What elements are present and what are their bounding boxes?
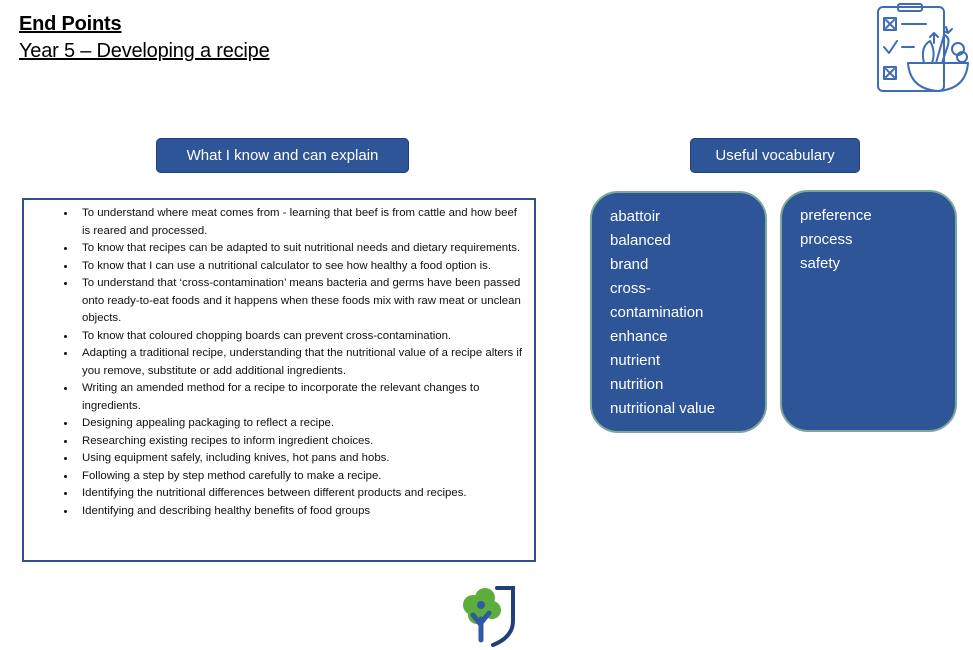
vocab-word: nutrition: [610, 376, 664, 393]
vocab-word: contamination: [610, 304, 704, 321]
list-item: • Identifying and describing healthy benefits of food groups: [76, 503, 524, 521]
vocab-word: safety: [800, 255, 841, 272]
vocab-word: balanced: [610, 232, 671, 249]
list-item: • Writing an amended method for a recipe to incorporate the relevant changes to ingredients.: [76, 380, 524, 415]
know-list-box: [22, 198, 536, 562]
vocab-column-1: [590, 191, 767, 433]
vocab-word: preference: [800, 207, 872, 224]
recipe-checklist-icon: [874, 3, 970, 95]
vocab-word: cross-: [610, 280, 651, 297]
vocab-column-2: [780, 190, 957, 432]
vocab-word: nutritional value: [610, 400, 716, 417]
list-item: • To understand that ‘cross-contamination’ means bacteria and germs have been passed onto ready-to-eat foods and it happens when these foods mix with raw meat or unclean objects.: [76, 275, 524, 328]
list-item: • Designing appealing packaging to reflect a recipe.: [76, 415, 524, 433]
vocab-word: nutrient: [610, 352, 661, 369]
list-item: • Following a step by step method carefully to make a recipe.: [76, 468, 524, 486]
vocab-word: brand: [610, 256, 649, 273]
know-section-header: What I know and can explain: [156, 138, 409, 173]
know-list: [24, 200, 534, 520]
list-item: • To know that I can use a nutritional calculator to see how healthy a food option is.: [76, 258, 524, 276]
list-item: • Identifying the nutritional differences between different products and recipes.: [76, 485, 524, 503]
vocab-word: process: [800, 231, 853, 248]
vocab-word: abattoir: [610, 208, 661, 225]
list-item: • Using equipment safely, including knives, hot pans and hobs.: [76, 450, 524, 468]
list-item: • Adapting a traditional recipe, understanding that the nutritional value of a recipe alters if you remove, substitute or add additional ingredients.: [76, 345, 524, 380]
school-tree-logo: [459, 585, 517, 647]
page-subtitle: Year 5 – Developing a recipe: [19, 40, 270, 62]
vocab-section-header: Useful vocabulary: [690, 138, 860, 173]
list-item: • To know that recipes can be adapted to suit nutritional needs and dietary requirements.: [76, 240, 524, 258]
page-title: End Points: [19, 13, 122, 35]
list-item: • To know that coloured chopping boards can prevent cross-contamination.: [76, 328, 524, 346]
list-item: • Researching existing recipes to inform ingredient choices.: [76, 433, 524, 451]
list-item: • To understand where meat comes from - learning that beef is from cattle and how beef is reared and processed.: [76, 205, 524, 240]
vocab-word: enhance: [610, 328, 668, 345]
